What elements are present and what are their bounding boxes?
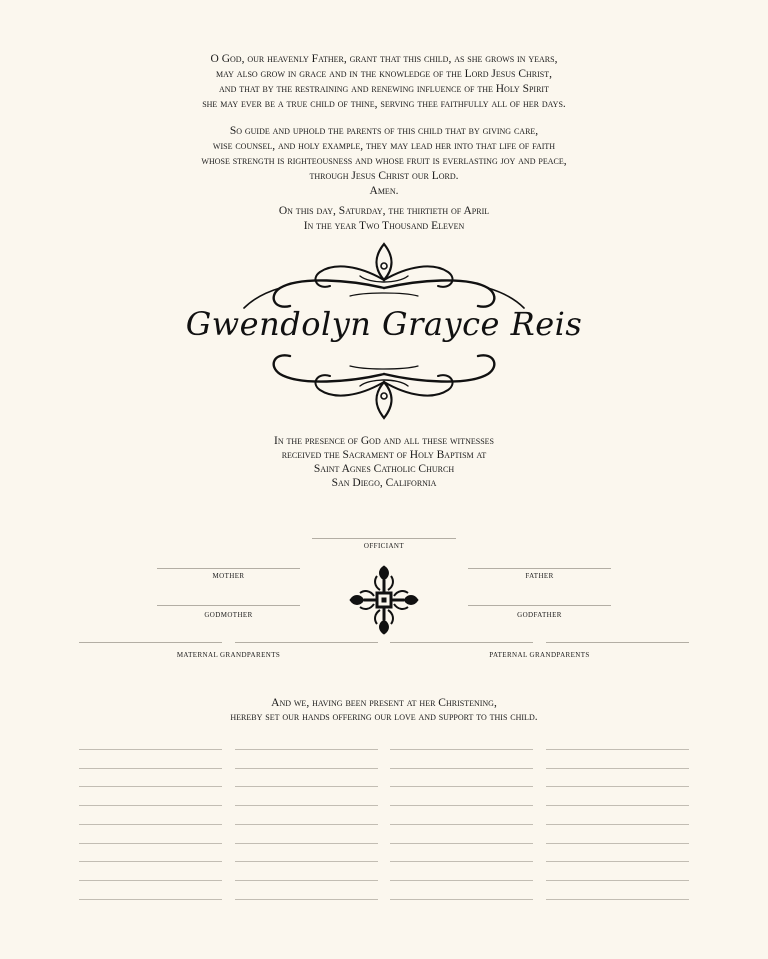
witness-signature-line[interactable] — [235, 899, 378, 900]
presence-line: In the presence of God and all these witnesses — [273, 435, 495, 447]
prayer-line: through Jesus Christ our Lord. — [309, 170, 459, 182]
prayer-text — [0, 52, 768, 211]
witness-signature-line[interactable] — [546, 749, 689, 750]
witness-signature-line[interactable] — [390, 861, 533, 862]
cross-ornament-icon — [344, 560, 424, 640]
witness-signature-line[interactable] — [390, 805, 533, 806]
presence-line: San Diego, California — [331, 477, 437, 489]
child-name: Gwendolyn Grayce Reis — [185, 305, 583, 343]
ceremony-date — [0, 204, 768, 234]
father-signature-line[interactable] — [468, 568, 611, 569]
witness-signature-line[interactable] — [546, 899, 689, 900]
paternal-grandparent-line-1[interactable] — [390, 642, 533, 643]
witness-signature-line[interactable] — [235, 824, 378, 825]
witness-signature-line[interactable] — [235, 805, 378, 806]
date-line-2: In the year Two Thousand Eleven — [303, 220, 465, 232]
maternal-grandparent-line-2[interactable] — [235, 642, 378, 643]
godfather-signature-line[interactable] — [468, 605, 611, 606]
prayer-amen: Amen. — [369, 185, 399, 197]
witness-signature-line[interactable] — [546, 843, 689, 844]
godmother-signature-line[interactable] — [157, 605, 300, 606]
prayer-line: wise counsel, and holy example, they may lead her into that life of faith — [212, 140, 556, 152]
witness-signature-line[interactable] — [546, 824, 689, 825]
presence-line: received the Sacrament of Holy Baptism at — [281, 449, 487, 461]
witness-signature-line[interactable] — [390, 880, 533, 881]
witness-signature-line[interactable] — [235, 786, 378, 787]
witness-signature-line[interactable] — [235, 843, 378, 844]
witness-signature-line[interactable] — [390, 749, 533, 750]
officiant-label: OFFICIANT — [363, 542, 405, 550]
witness-signature-line[interactable] — [79, 843, 222, 844]
witness-signature-line[interactable] — [235, 861, 378, 862]
prayer-paragraph-1 — [0, 52, 768, 112]
presence-text — [0, 434, 768, 490]
presence-line: Saint Agnes Catholic Church — [313, 463, 455, 475]
witness-signature-line[interactable] — [79, 786, 222, 787]
closing-text — [0, 696, 768, 724]
paternal-grandparents-label: PATERNAL GRANDPARENTS — [489, 651, 590, 659]
witness-signature-line[interactable] — [235, 768, 378, 769]
prayer-paragraph-2 — [0, 124, 768, 199]
witness-signature-line[interactable] — [390, 786, 533, 787]
prayer-line: and that by the restraining and renewing influence of the Holy Spirit — [219, 83, 549, 95]
prayer-line: whose strength is righteousness and whose fruit is everlasting joy and peace, — [201, 155, 567, 167]
witness-signature-line[interactable] — [79, 805, 222, 806]
witness-signature-line[interactable] — [546, 786, 689, 787]
witness-signature-line[interactable] — [390, 768, 533, 769]
paternal-grandparent-line-2[interactable] — [546, 642, 689, 643]
witness-signature-line[interactable] — [79, 861, 222, 862]
witness-signature-line[interactable] — [390, 824, 533, 825]
witness-signature-line[interactable] — [546, 880, 689, 881]
officiant-signature-line[interactable] — [312, 538, 456, 539]
witness-signature-line[interactable] — [79, 880, 222, 881]
date-line-1: On this day, Saturday, the thirtieth of April — [278, 205, 490, 217]
father-label: FATHER — [525, 572, 554, 580]
witness-signature-line[interactable] — [546, 805, 689, 806]
witness-signature-line[interactable] — [79, 824, 222, 825]
mother-label: MOTHER — [212, 572, 245, 580]
godfather-label: GODFATHER — [517, 611, 562, 619]
godmother-label: GODMOTHER — [204, 611, 253, 619]
witness-signature-line[interactable] — [79, 899, 222, 900]
prayer-line: O God, our heavenly Father, grant that this child, as she grows in years, — [210, 53, 558, 65]
prayer-line: So guide and uphold the parents of this child that by giving care, — [229, 125, 539, 137]
witness-signature-line[interactable] — [390, 899, 533, 900]
maternal-grandparents-label: MATERNAL GRANDPARENTS — [176, 651, 281, 659]
prayer-line: may also grow in grace and in the knowledge of the Lord Jesus Christ, — [215, 68, 552, 80]
mother-signature-line[interactable] — [157, 568, 300, 569]
closing-line-2: hereby set our hands offering our love and support to this child. — [230, 711, 538, 723]
witness-signature-line[interactable] — [546, 861, 689, 862]
witness-signature-line[interactable] — [79, 749, 222, 750]
witness-signature-line[interactable] — [79, 768, 222, 769]
closing-line-1: And we, having been present at her Christening, — [271, 697, 497, 709]
witness-signature-line[interactable] — [235, 749, 378, 750]
witness-signature-line[interactable] — [390, 843, 533, 844]
witness-signature-line[interactable] — [546, 768, 689, 769]
witness-signature-line[interactable] — [235, 880, 378, 881]
maternal-grandparent-line-1[interactable] — [79, 642, 222, 643]
prayer-line: she may ever be a true child of thine, serving thee faithfully all of her days. — [202, 98, 566, 110]
